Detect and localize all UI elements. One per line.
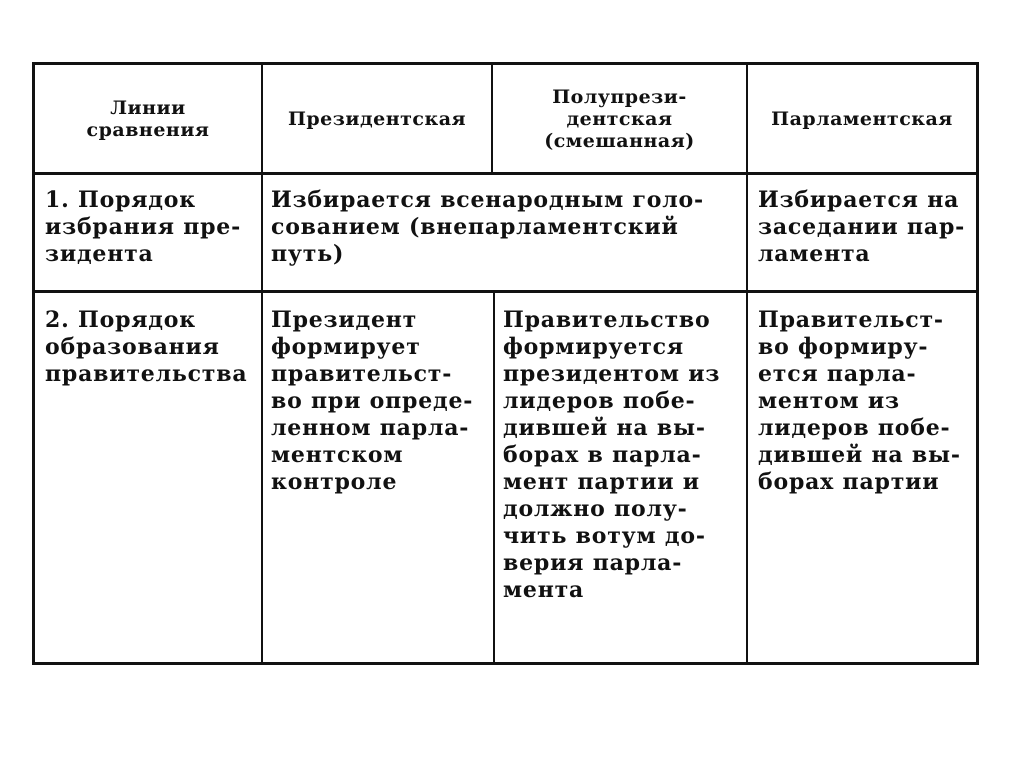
row-divider: [35, 290, 976, 293]
row2-semi-presidential: Правительство формируется президентом из лидеров побе- дившей на вы- борах в парла- мент партии и должно полу- чить вотум до- верия парла- мента: [503, 307, 721, 603]
header-comparison-lines: Линии сравнения: [86, 96, 210, 141]
row2-presidential: Президент формирует правительст- во при опреде- ленном парла- ментском контроле: [271, 307, 474, 495]
column-divider-2-row2: [493, 291, 495, 662]
header-presidential: Президентская: [287, 107, 467, 130]
row1-parliamentary: Избирается на заседании пар- ламента: [758, 187, 966, 267]
header-semi-presidential: Полупрези- дентская (смешанная): [544, 85, 695, 152]
header-parliamentary: Парламентская: [771, 107, 953, 130]
header-divider: [35, 172, 976, 175]
row2-parliamentary: Правительст- во формиру- ется парла- ментом из лидеров побе- дившей на вы- борах партии: [758, 307, 961, 495]
row1-criterion: 1. Порядок избрания пре- зидента: [45, 187, 242, 267]
row2-criterion: 2. Порядок образования правительства: [45, 307, 248, 387]
comparison-table: [32, 62, 979, 665]
row1-presidential-and-mixed: Избирается всенародным голо- сованием (внепарламентский путь): [271, 187, 704, 267]
